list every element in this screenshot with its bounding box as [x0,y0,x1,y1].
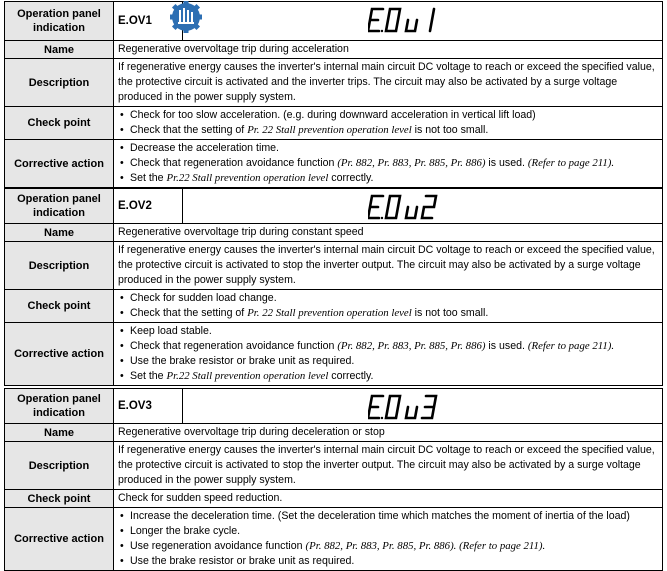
error-code: E.OV1 [114,2,183,41]
check-point-list [114,290,663,323]
panel-indication-label: Operation panel indication [5,189,114,224]
page-reference-link[interactable]: (Refer to page 211). [527,340,615,352]
gear-icon[interactable] [169,1,203,33]
list-item: • Use regeneration avoidance function (Pr. 882, Pr. 883, Pr. 885, Pr. 886). (Refer to page 211). [120,540,546,552]
list-item: • Keep load stable. [120,325,212,337]
seven-segment-icon [368,394,478,420]
error-code: E.OV2 [114,189,183,224]
error-description: If regenerative energy causes the inverter's internal main circuit DC voltage to reach or exceed the specified value, the protective circuit is activated to stop the inverter output. The circuit may also be activated by a surge voltage produced in the power supply system. [114,242,663,290]
seven-segment-icon [368,194,478,220]
list-item: • Set the Pr.22 Stall prevention operation level correctly. [120,370,374,382]
page-reference-link[interactable]: (Refer to page 211). [527,157,615,169]
description-label: Description [5,59,114,107]
description-label: Description [5,242,114,290]
corrective-action-label: Corrective action [5,140,114,188]
list-item: • Longer the brake cycle. [120,525,241,537]
error-table-ov1 [4,1,663,188]
error-code: E.OV3 [114,389,183,424]
corrective-action-label: Corrective action [5,508,114,571]
check-point-label: Check point [5,107,114,140]
segment-display [183,389,663,424]
corrective-action-list [114,140,663,188]
list-item: • Check for too slow acceleration. (e.g. during downward acceleration in vertical lift load) [120,109,536,121]
check-point-text: Check for sudden speed reduction. [114,490,663,508]
name-label: Name [5,224,114,242]
list-item: • Decrease the acceleration time. [120,142,279,154]
check-point-label: Check point [5,490,114,508]
check-point-list [114,107,663,140]
panel-indication-label: Operation panel indication [5,2,114,41]
seven-segment-icon [368,7,478,33]
corrective-action-list [114,508,663,571]
list-item: • Check that regeneration avoidance function (Pr. 882, Pr. 883, Pr. 885, Pr. 886) is used. (Refer to page 211). [120,157,615,169]
list-item: • Check that regeneration avoidance function (Pr. 882, Pr. 883, Pr. 885, Pr. 886) is used. (Refer to page 211). [120,340,615,352]
list-item: • Check that the setting of Pr. 22 Stall prevention operation level is not too small. [120,124,489,136]
name-label: Name [5,424,114,442]
error-table-ov2 [4,188,663,386]
error-table-ov3 [4,388,663,571]
list-item: • Increase the deceleration time. (Set the deceleration time which matches the moment of inertia of the load) [120,510,630,522]
corrective-action-list [114,323,663,386]
name-label: Name [5,41,114,59]
segment-display [183,189,663,224]
check-point-label: Check point [5,290,114,323]
error-description: If regenerative energy causes the inverter's internal main circuit DC voltage to reach or exceed the specified value, the protective circuit is activated to stop the inverter output. The circuit may also be activated by a surge voltage produced in the power supply system. [114,442,663,490]
list-item: • Use the brake resistor or brake unit as required. [120,355,355,367]
panel-indication-label: Operation panel indication [5,389,114,424]
error-name: Regenerative overvoltage trip during deceleration or stop [114,424,663,442]
list-item: • Check for sudden load change. [120,292,277,304]
error-description: If regenerative energy causes the inverter's internal main circuit DC voltage to reach or exceed the specified value, the protective circuit is activated and the inverter trips. The circuit may also be activated by a surge voltage produced in the power supply system. [114,59,663,107]
list-item: • Check that the setting of Pr. 22 Stall prevention operation level is not too small. [120,307,489,319]
list-item: • Use the brake resistor or brake unit as required. [120,555,355,567]
error-name: Regenerative overvoltage trip during acceleration [114,41,663,59]
description-label: Description [5,442,114,490]
corrective-action-label: Corrective action [5,323,114,386]
error-name: Regenerative overvoltage trip during constant speed [114,224,663,242]
list-item: • Set the Pr.22 Stall prevention operation level correctly. [120,172,374,184]
segment-display [183,2,663,41]
